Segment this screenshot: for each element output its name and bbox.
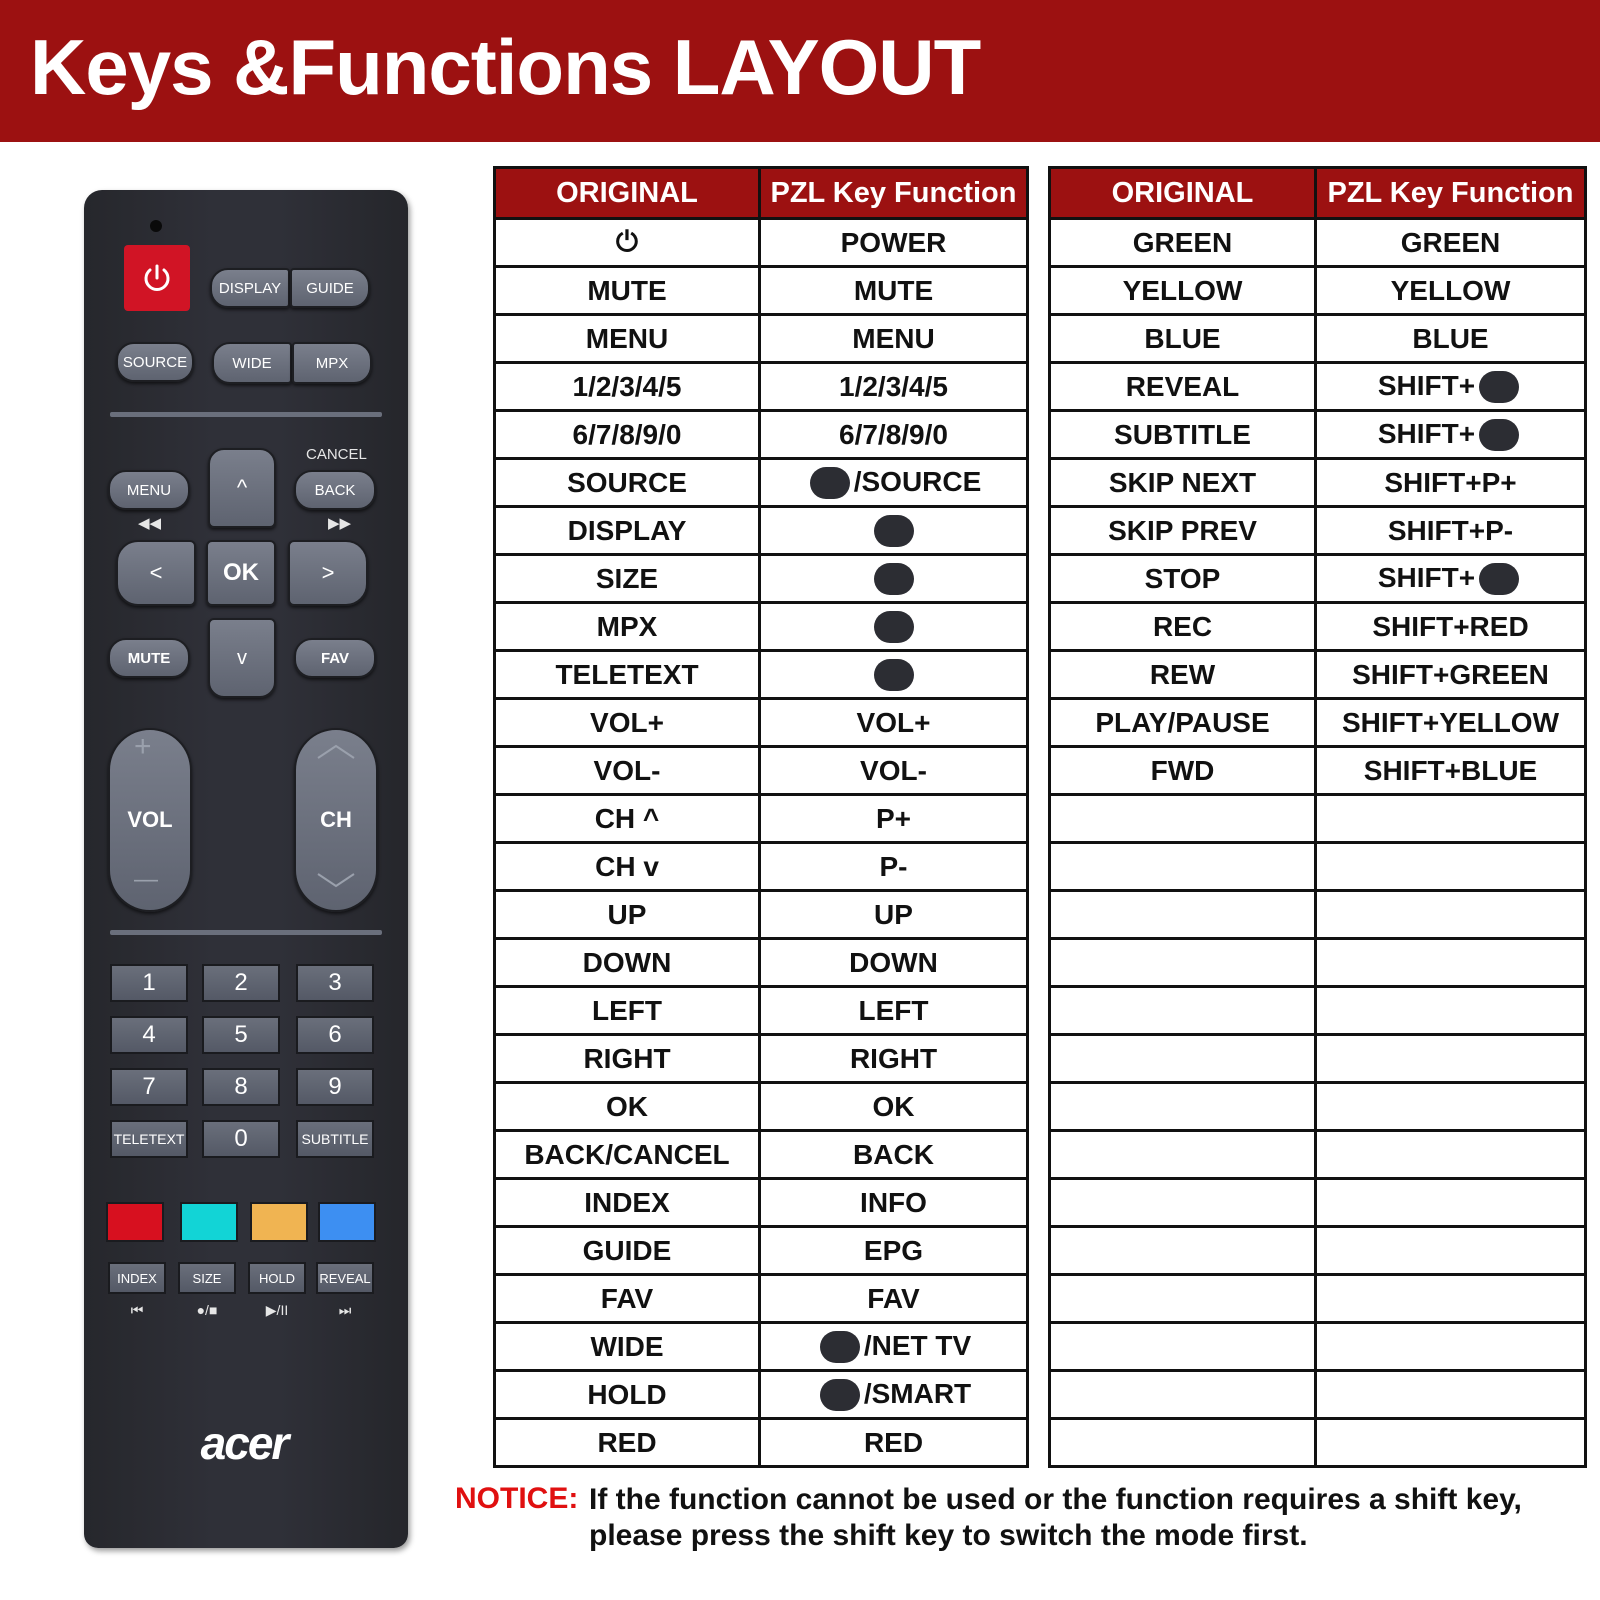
- table-row: [495, 507, 1028, 555]
- table-row: [1050, 651, 1586, 699]
- original-cell: DOWN: [495, 939, 760, 987]
- pzl-cell: P+: [760, 795, 1028, 843]
- teletext-icon: [1479, 419, 1519, 451]
- pzl-cell: [760, 459, 1028, 507]
- pzl-text: /SMART: [863, 1377, 972, 1409]
- table-row: [1050, 1035, 1586, 1083]
- original-cell: GUIDE: [495, 1227, 760, 1275]
- blue-key: [318, 1202, 376, 1242]
- table-row: [495, 315, 1028, 363]
- plus-icon: +: [134, 730, 152, 763]
- original-cell: FWD: [1050, 747, 1316, 795]
- pzl-cell: LEFT: [760, 987, 1028, 1035]
- original-cell: [1050, 795, 1316, 843]
- divider: [110, 412, 382, 417]
- table-row: [495, 699, 1028, 747]
- pzl-cell: [760, 507, 1028, 555]
- table-row: [1050, 795, 1586, 843]
- table-row: [1050, 1131, 1586, 1179]
- pzl-cell: [760, 555, 1028, 603]
- pzl-cell: VOL-: [760, 747, 1028, 795]
- pzl-cell: [1316, 1131, 1586, 1179]
- pzl-cell: EPG: [760, 1227, 1028, 1275]
- pzl-cell: YELLOW: [1316, 267, 1586, 315]
- pzl-cell: [1316, 843, 1586, 891]
- table-row: [1050, 987, 1586, 1035]
- pzl-cell: BACK: [760, 1131, 1028, 1179]
- original-cell: WIDE: [495, 1323, 760, 1371]
- notice-text: If the function cannot be used or the function requires a shift key, please press the shift key to switch the mode first.: [589, 1483, 1522, 1552]
- num-key: 3: [296, 964, 374, 1002]
- pzl-cell: UP: [760, 891, 1028, 939]
- original-cell: SKIP PREV: [1050, 507, 1316, 555]
- pzl-cell: [760, 603, 1028, 651]
- table-row: [1050, 267, 1586, 315]
- original-cell: OK: [495, 1083, 760, 1131]
- red-key: [106, 1202, 164, 1242]
- num-key: 5: [202, 1016, 280, 1054]
- display-icon: [874, 515, 914, 547]
- size-key: SIZE: [178, 1262, 236, 1294]
- size-icon: [874, 563, 914, 595]
- table-row: [495, 363, 1028, 411]
- minus-icon: —: [134, 866, 158, 893]
- original-cell: [1050, 1083, 1316, 1131]
- table-row: [495, 651, 1028, 699]
- pzl-cell: SHIFT+P-: [1316, 507, 1586, 555]
- original-cell: [1050, 843, 1316, 891]
- play-pause-icon: ▶/II: [265, 1302, 289, 1318]
- table-row: [495, 219, 1028, 267]
- pzl-cell: [1316, 1227, 1586, 1275]
- fav-button: FAV: [294, 638, 376, 678]
- original-cell: BACK/CANCEL: [495, 1131, 760, 1179]
- table-row: [1050, 507, 1586, 555]
- pzl-cell: [1316, 363, 1586, 411]
- original-cell: FAV: [495, 1275, 760, 1323]
- original-cell: SUBTITLE: [1050, 411, 1316, 459]
- header-banner: [0, 0, 1600, 142]
- subtitle-key: SUBTITLE: [296, 1120, 374, 1158]
- pzl-cell: [1316, 1275, 1586, 1323]
- chevron-up-icon: [314, 742, 358, 762]
- table-row: [495, 1371, 1028, 1419]
- mpx-icon: [874, 611, 914, 643]
- pzl-cell: [760, 1371, 1028, 1419]
- pzl-cell: [1316, 1323, 1586, 1371]
- table-row: [495, 555, 1028, 603]
- table-row: [1050, 219, 1586, 267]
- table-row: [495, 1323, 1028, 1371]
- pzl-cell: OK: [760, 1083, 1028, 1131]
- original-cell: REC: [1050, 603, 1316, 651]
- original-cell: CH v: [495, 843, 760, 891]
- pzl-text: /SOURCE: [853, 465, 982, 497]
- pzl-cell: POWER: [760, 219, 1028, 267]
- pzl-cell: BLUE: [1316, 315, 1586, 363]
- original-cell: BLUE: [1050, 315, 1316, 363]
- cancel-label: CANCEL: [306, 446, 367, 463]
- header-original: ORIGINAL: [495, 168, 760, 219]
- green-key: [180, 1202, 238, 1242]
- pzl-cell: FAV: [760, 1275, 1028, 1323]
- original-cell: STOP: [1050, 555, 1316, 603]
- pzl-cell: [1316, 411, 1586, 459]
- table-row: [495, 1419, 1028, 1467]
- original-cell: [1050, 1371, 1316, 1419]
- hold-key: HOLD: [248, 1262, 306, 1294]
- pzl-cell: GREEN: [1316, 219, 1586, 267]
- original-cell: INDEX: [495, 1179, 760, 1227]
- power-icon: [140, 261, 174, 295]
- table-row: [495, 1083, 1028, 1131]
- table-row: [495, 459, 1028, 507]
- table-row: [495, 603, 1028, 651]
- original-cell: [1050, 1323, 1316, 1371]
- table-row: [1050, 1083, 1586, 1131]
- pzl-cell: P-: [760, 843, 1028, 891]
- original-cell: GREEN: [1050, 219, 1316, 267]
- table-row: [1050, 315, 1586, 363]
- vol-label: VOL: [127, 807, 173, 832]
- table-row: [1050, 1275, 1586, 1323]
- pzl-cell: SHIFT+RED: [1316, 603, 1586, 651]
- acer-logo: acer: [200, 1417, 288, 1469]
- pzl-cell: [1316, 891, 1586, 939]
- original-cell: SKIP NEXT: [1050, 459, 1316, 507]
- pzl-cell: [760, 1323, 1028, 1371]
- pzl-cell: SHIFT+BLUE: [1316, 747, 1586, 795]
- pzl-cell: DOWN: [760, 939, 1028, 987]
- skip-prev-icon: ⏮: [130, 1302, 144, 1318]
- wide-button: WIDE: [212, 342, 292, 384]
- table-row: [495, 891, 1028, 939]
- left-button: <: [116, 540, 196, 606]
- chevron-down-icon: [314, 870, 358, 890]
- guide-button: GUIDE: [290, 268, 370, 308]
- original-cell: [1050, 987, 1316, 1035]
- original-cell: [1050, 1179, 1316, 1227]
- original-cell: REW: [1050, 651, 1316, 699]
- table-row: [1050, 1323, 1586, 1371]
- fast-forward-icon: ▶▶: [328, 515, 352, 532]
- table-row: [1050, 603, 1586, 651]
- pzl-text: SHIFT+: [1377, 417, 1476, 449]
- table-row: [495, 267, 1028, 315]
- display-icon: [1479, 371, 1519, 403]
- num-key: 1: [110, 964, 188, 1002]
- up-button: ^: [208, 448, 276, 528]
- key-table-right: [1048, 166, 1587, 1468]
- num-key: 4: [110, 1016, 188, 1054]
- num-key: 6: [296, 1016, 374, 1054]
- pzl-cell: 6/7/8/9/0: [760, 411, 1028, 459]
- original-cell: MPX: [495, 603, 760, 651]
- original-cell: MUTE: [495, 267, 760, 315]
- table-row: [495, 1227, 1028, 1275]
- pzl-cell: INFO: [760, 1179, 1028, 1227]
- skip-next-icon: ⏭: [338, 1302, 352, 1318]
- pzl-text: SHIFT+: [1377, 369, 1476, 401]
- table-row: [1050, 1419, 1586, 1467]
- divider: [110, 930, 382, 935]
- source-button: SOURCE: [116, 342, 194, 382]
- original-cell: [1050, 939, 1316, 987]
- original-cell: 1/2/3/4/5: [495, 363, 760, 411]
- yellow-key: [250, 1202, 308, 1242]
- original-cell: RIGHT: [495, 1035, 760, 1083]
- num-key: 9: [296, 1068, 374, 1106]
- table-row: [495, 1275, 1028, 1323]
- smart-icon: [820, 1379, 860, 1411]
- reveal-key: REVEAL: [316, 1262, 374, 1294]
- original-cell: [1050, 1275, 1316, 1323]
- pzl-cell: SHIFT+YELLOW: [1316, 699, 1586, 747]
- original-cell: [1050, 891, 1316, 939]
- table-row: [1050, 411, 1586, 459]
- original-cell: [1050, 1131, 1316, 1179]
- table-row: [1050, 1227, 1586, 1275]
- power-button: [124, 245, 190, 311]
- pzl-text: /NET TV: [863, 1329, 972, 1361]
- header-original: ORIGINAL: [1050, 168, 1316, 219]
- original-cell: DISPLAY: [495, 507, 760, 555]
- table-row: [1050, 843, 1586, 891]
- ok-button: OK: [206, 540, 276, 606]
- original-cell: PLAY/PAUSE: [1050, 699, 1316, 747]
- original-cell: ⏻: [495, 219, 760, 267]
- pzl-cell: [1316, 1179, 1586, 1227]
- pzl-cell: RIGHT: [760, 1035, 1028, 1083]
- pzl-text: SHIFT+: [1377, 561, 1476, 593]
- rec-stop-icon: ●/■: [196, 1302, 218, 1318]
- original-cell: [1050, 1419, 1316, 1467]
- table-row: [1050, 363, 1586, 411]
- pzl-cell: MENU: [760, 315, 1028, 363]
- pzl-cell: [1316, 1371, 1586, 1419]
- notice-label: NOTICE:: [455, 1482, 579, 1515]
- table-row: [495, 987, 1028, 1035]
- ch-label: CH: [320, 807, 352, 832]
- table-row: [1050, 1179, 1586, 1227]
- key-table-left: [493, 166, 1029, 1468]
- header-pzl-function: PZL Key Function: [760, 168, 1028, 219]
- original-cell: HOLD: [495, 1371, 760, 1419]
- pzl-cell: RED: [760, 1419, 1028, 1467]
- mpx-button: MPX: [292, 342, 372, 384]
- original-cell: 6/7/8/9/0: [495, 411, 760, 459]
- teletext-key: TELETEXT: [110, 1120, 188, 1158]
- original-cell: UP: [495, 891, 760, 939]
- original-cell: CH ^: [495, 795, 760, 843]
- eject-icon: [820, 1331, 860, 1363]
- num-key: 7: [110, 1068, 188, 1106]
- original-cell: VOL+: [495, 699, 760, 747]
- pzl-cell: VOL+: [760, 699, 1028, 747]
- table-row: [1050, 459, 1586, 507]
- original-cell: SIZE: [495, 555, 760, 603]
- page-title: Keys &Functions LAYOUT: [30, 23, 981, 111]
- original-cell: [1050, 1035, 1316, 1083]
- pzl-cell: SHIFT+P+: [1316, 459, 1586, 507]
- table-row: [1050, 555, 1586, 603]
- mute-button: MUTE: [108, 638, 190, 678]
- original-cell: MENU: [495, 315, 760, 363]
- table-row: [495, 939, 1028, 987]
- remote-control: [84, 190, 408, 1548]
- table-row: [495, 1131, 1028, 1179]
- teletext-icon: [874, 659, 914, 691]
- pzl-cell: MUTE: [760, 267, 1028, 315]
- original-cell: REVEAL: [1050, 363, 1316, 411]
- num-key: 0: [202, 1120, 280, 1158]
- menu-button: MENU: [108, 470, 190, 510]
- down-button: v: [208, 618, 276, 698]
- table-row: [495, 1179, 1028, 1227]
- original-cell: VOL-: [495, 747, 760, 795]
- original-cell: [1050, 1227, 1316, 1275]
- table-row: [1050, 699, 1586, 747]
- pzl-cell: [1316, 939, 1586, 987]
- table-row: [495, 843, 1028, 891]
- pzl-cell: [760, 651, 1028, 699]
- display-button: DISPLAY: [210, 268, 290, 308]
- num-key: 2: [202, 964, 280, 1002]
- input-source-icon: [810, 467, 850, 499]
- ir-sensor: [150, 220, 162, 232]
- table-row: [1050, 939, 1586, 987]
- original-cell: TELETEXT: [495, 651, 760, 699]
- header-pzl-function: PZL Key Function: [1316, 168, 1586, 219]
- pzl-cell: [1316, 1035, 1586, 1083]
- table-row: [495, 411, 1028, 459]
- pzl-cell: [1316, 795, 1586, 843]
- original-cell: RED: [495, 1419, 760, 1467]
- right-button: >: [288, 540, 368, 606]
- table-row: [495, 1035, 1028, 1083]
- table-row: [1050, 747, 1586, 795]
- original-cell: SOURCE: [495, 459, 760, 507]
- pzl-cell: [1316, 1083, 1586, 1131]
- index-key: INDEX: [108, 1262, 166, 1294]
- rewind-icon: ◀◀: [138, 515, 162, 532]
- pzl-cell: [1316, 987, 1586, 1035]
- pzl-cell: [1316, 1419, 1586, 1467]
- original-cell: LEFT: [495, 987, 760, 1035]
- original-cell: YELLOW: [1050, 267, 1316, 315]
- smart-icon: [1479, 563, 1519, 595]
- table-row: [495, 795, 1028, 843]
- back-button: BACK: [294, 470, 376, 510]
- pzl-cell: 1/2/3/4/5: [760, 363, 1028, 411]
- table-row: [495, 747, 1028, 795]
- num-key: 8: [202, 1068, 280, 1106]
- table-row: [1050, 891, 1586, 939]
- pzl-cell: [1316, 555, 1586, 603]
- table-row: [1050, 1371, 1586, 1419]
- pzl-cell: SHIFT+GREEN: [1316, 651, 1586, 699]
